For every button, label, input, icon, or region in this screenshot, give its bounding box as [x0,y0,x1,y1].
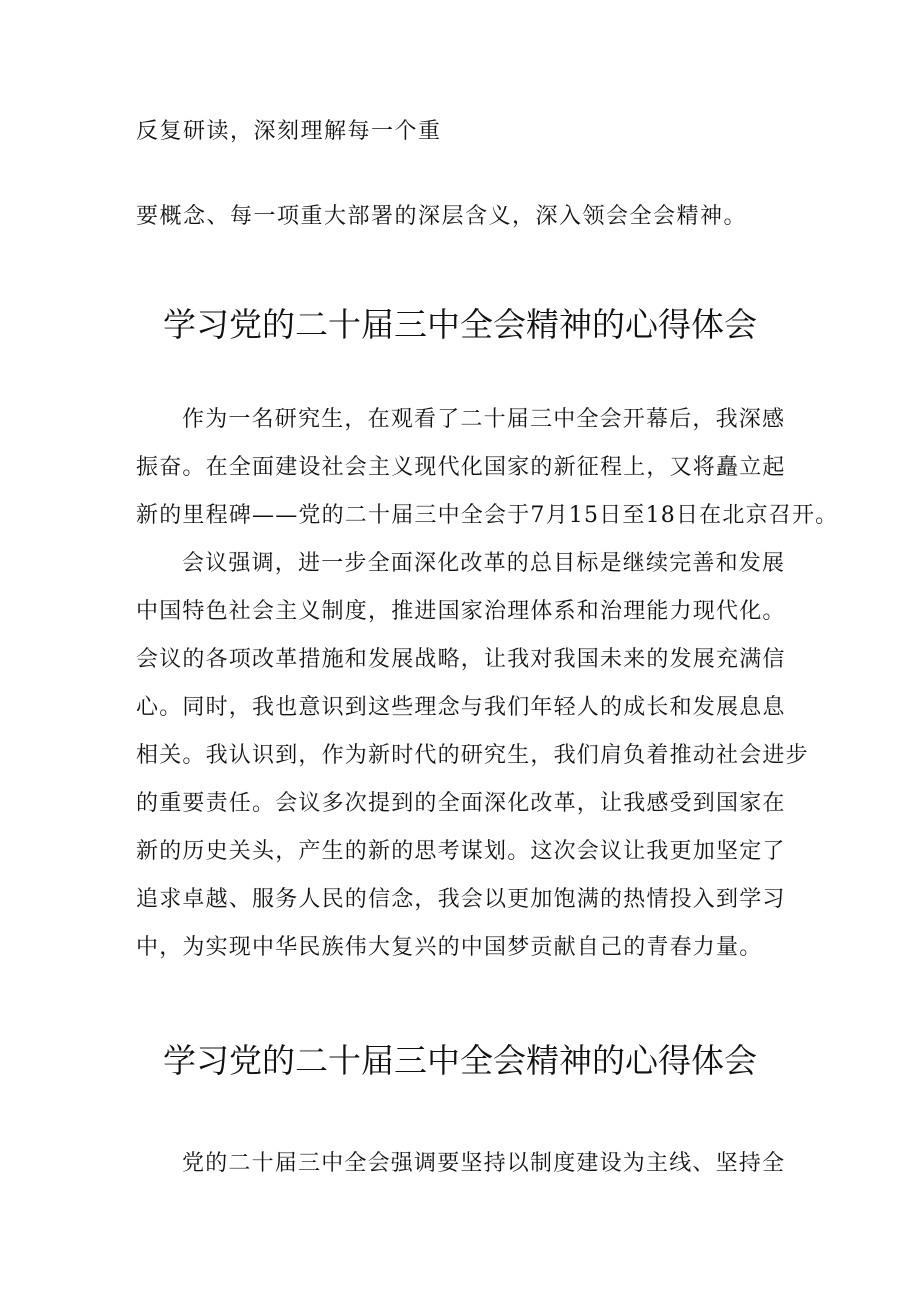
paragraph-line: 相关。我认识到，作为新时代的研究生，我们肩负着推动社会进步 [136,743,809,768]
paragraph-line: 振奋。在全面建设社会主义现代化国家的新征程上，又将矗立起 [136,455,786,480]
section-body [136,396,839,972]
section-title: 学习党的二十届三中全会精神的心得体会 [163,305,757,344]
paragraph-line: 党的二十届三中全会强调要坚持以制度建设为主线、坚持全 [182,1151,786,1176]
text-line: 反复研读，深刻理解每一个重 [136,119,442,144]
paragraph-line: 新的历史关头，产生的新的思考谋划。这次会议让我更加坚定了 [136,839,786,864]
section-body [136,1140,796,1188]
text-line: 要概念、每一项重大部署的深层含义，深入领会全会精神。 [136,204,748,229]
paragraph-line: 的重要责任。会议多次提到的全面深化改革，让我感受到国家在 [136,791,786,816]
paragraph-line: 追求卓越、服务人民的信念，我会以更加饱满的热情投入到学习 [136,887,786,912]
paragraph-line: 作为一名研究生，在观看了二十届三中全会开幕后，我深感 [182,407,786,432]
paragraph-line: 心。同时，我也意识到这些理念与我们年轻人的成长和发展息息 [136,695,786,720]
paragraph-line: 新的里程碑——党的二十届三中全会于7月15日至18日在北京召开。 [136,503,839,528]
paragraph-line: 中国特色社会主义制度，推进国家治理体系和治理能力现代化。 [136,599,786,624]
section-title: 学习党的二十届三中全会精神的心得体会 [163,1041,757,1080]
paragraph-line: 会议的各项改革措施和发展战略，让我对我国未来的发展充满信 [136,647,786,672]
paragraph-line: 中，为实现中华民族伟大复兴的中国梦贡献自己的青春力量。 [136,935,763,960]
paragraph-line: 会议强调，进一步全面深化改革的总目标是继续完善和发展 [182,551,786,576]
